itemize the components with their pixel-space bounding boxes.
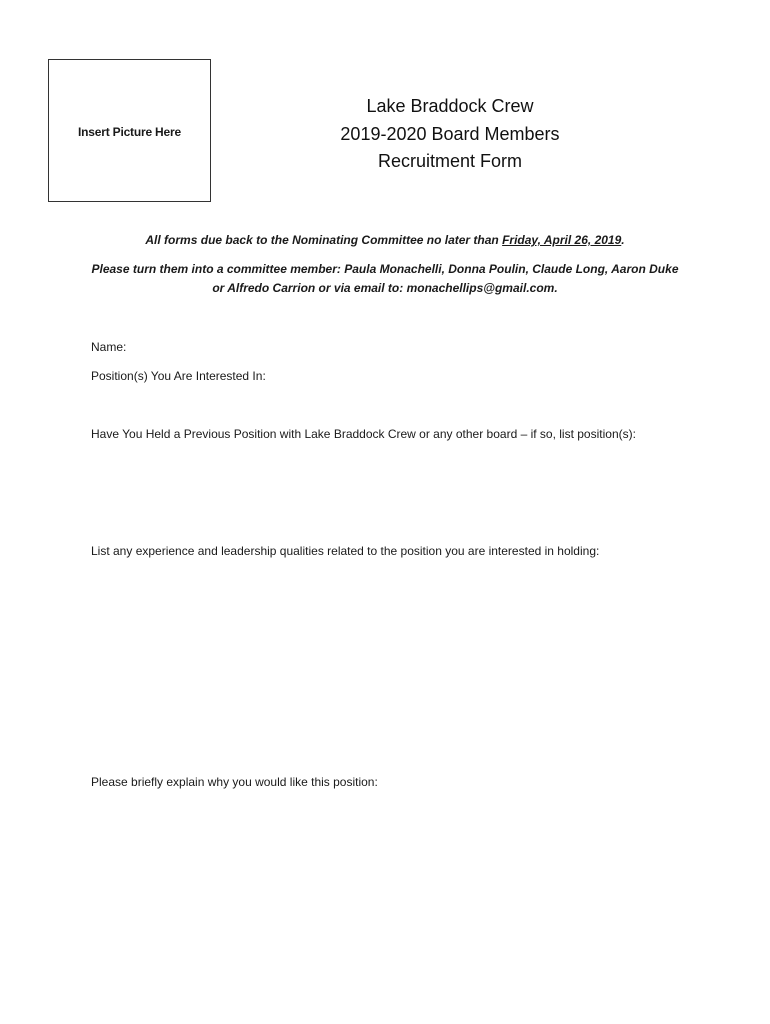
form-title [250, 93, 650, 176]
title-organization: Lake Braddock Crew [366, 96, 534, 116]
picture-placeholder [48, 59, 211, 202]
previous-position-field-label: Have You Held a Previous Position with Lake Braddock Crew or any other board – if so, list position(s): [91, 427, 636, 441]
title-season: 2019-2020 Board Members [340, 123, 560, 144]
picture-placeholder-label: Insert Picture Here [78, 125, 181, 139]
experience-field-label: List any experience and leadership qualities related to the position you are interested in holding: [91, 544, 600, 558]
submission-instructions: Please turn them into a committee member: Paula Monachelli, Donna Poulin, Claude Long, Aaron Duke or Alfredo Carrion or via email to: monachellips@gmail.com. [91, 262, 679, 295]
title-form-name: Recruitment Form [377, 151, 523, 171]
deadline-notice [40, 231, 730, 250]
deadline-suffix: . [621, 233, 625, 247]
positions-field-label: Position(s) You Are Interested In: [91, 369, 266, 383]
deadline-prefix: All forms due back to the Nominating Committee no later than [145, 233, 503, 247]
why-position-field-label: Please briefly explain why you would like this position: [91, 775, 378, 789]
deadline-date: Friday, April 26, 2019 [502, 233, 622, 247]
name-field-label: Name: [91, 340, 127, 354]
